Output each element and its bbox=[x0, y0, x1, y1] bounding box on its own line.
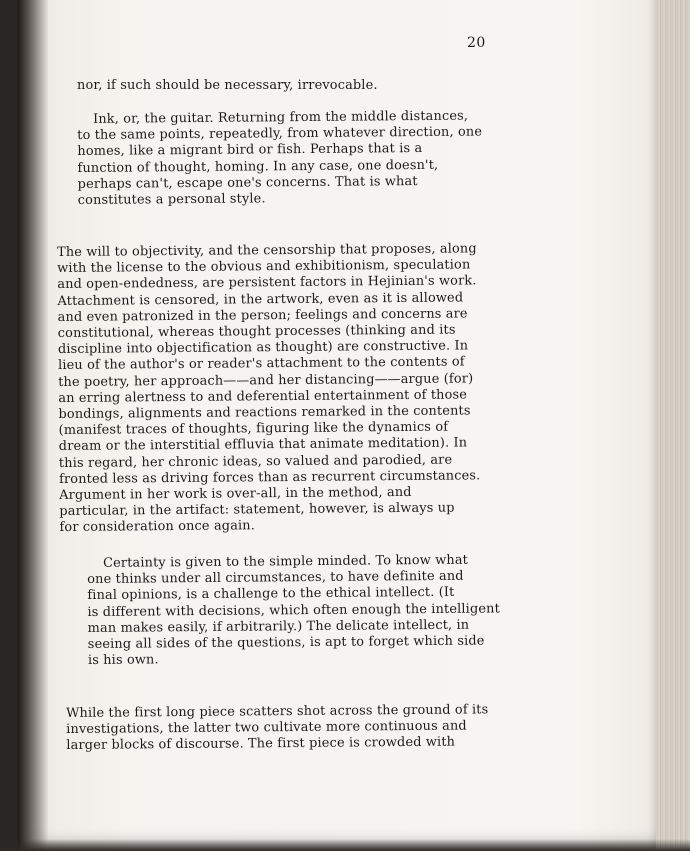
text-line: fronted less as driving forces than as recurrent circumstances. bbox=[58, 468, 481, 487]
text-line: constitutes a personal style. bbox=[77, 191, 266, 209]
page-edges bbox=[656, 0, 690, 851]
body-paragraph-2 bbox=[66, 702, 489, 754]
text-line: is his own. bbox=[87, 652, 159, 669]
text-line: with the license to the obvious and exhibitionism, speculation bbox=[57, 257, 471, 277]
text-line: perhaps can't, escape one's concerns. That is what bbox=[77, 173, 418, 192]
text-line: homes, like a migrant bird or fish. Perhaps that is a bbox=[77, 141, 423, 160]
text-line: and even patronized in the person; feelings and concerns are bbox=[57, 306, 468, 325]
text-line: lieu of the author's or reader's attachment to the contents of bbox=[57, 354, 465, 374]
binding-gutter bbox=[18, 0, 48, 851]
text-line: seeing all sides of the questions, is apt to forget which side bbox=[87, 633, 485, 653]
text-line: particular, in the artifact: statement, however, is always up bbox=[59, 500, 455, 520]
quote-paragraph-1 bbox=[77, 108, 483, 209]
text-line: Attachment is censored, in the artwork, even as it is allowed bbox=[57, 290, 464, 309]
text-line: an erring alertness to and deferential entertainment of those bbox=[58, 387, 468, 406]
text-line: one thinks under all circumstances, to have definite and bbox=[87, 568, 464, 588]
text-line: constitutional, whereas thought processes (thinking and its bbox=[57, 322, 456, 342]
text-line: Argument in her work is over-all, in the method, and bbox=[59, 484, 412, 504]
body-paragraph-1 bbox=[57, 241, 481, 536]
text-line: (manifest traces of thoughts, figuring like the dynamics of bbox=[58, 419, 449, 439]
text-line: man makes easily, if arbitrarily.) The delicate intellect, in bbox=[87, 617, 470, 636]
text-line: investigations, the latter two cultivate more continuous and bbox=[66, 718, 467, 738]
text-line: is different with decisions, which often enough the intelligent bbox=[87, 601, 500, 620]
text-line: larger blocks of discourse. The first piece is crowded with bbox=[66, 735, 456, 754]
quote-paragraph-2 bbox=[87, 552, 500, 669]
quote-continuation bbox=[77, 78, 378, 94]
text-line: this regard, her chronic ideas, so valued and parodied, are bbox=[58, 452, 453, 471]
text-line: discipline into objectification as thought) are constructive. In bbox=[57, 338, 469, 358]
text-line: final opinions, is a challenge to the ethical intellect. (It bbox=[87, 585, 455, 604]
text-line: Ink, or, the guitar. Returning from the middle distances, bbox=[92, 108, 469, 127]
text-line: Certainty is given to the simple minded. To know what bbox=[102, 552, 469, 571]
text-line: to the same points, repeatedly, from whatever direction, one bbox=[77, 124, 483, 144]
text-line: The will to objectivity, and the censorship that proposes, along bbox=[57, 241, 477, 260]
text-line: for consideration once again. bbox=[59, 518, 256, 536]
page-number: 20 bbox=[467, 35, 486, 51]
text-line: the poetry, her approach——and her distancing——argue (for) bbox=[58, 370, 474, 390]
text-line: nor, if such should be necessary, irrevocable. bbox=[77, 78, 378, 93]
text-line: function of thought, homing. In any case, one doesn't, bbox=[77, 157, 439, 176]
text-line: and open-endedness, are persistent factors in Hejinian's work. bbox=[57, 273, 477, 293]
bottom-edge-shadow bbox=[0, 839, 690, 851]
text-line: bondings, alignments and reactions remarked in the contents bbox=[58, 403, 471, 423]
text-line: dream or the interstitial effluvia that animate meditation). In bbox=[58, 435, 468, 455]
text-line: While the first long piece scatters shot across the ground of its bbox=[66, 702, 489, 721]
